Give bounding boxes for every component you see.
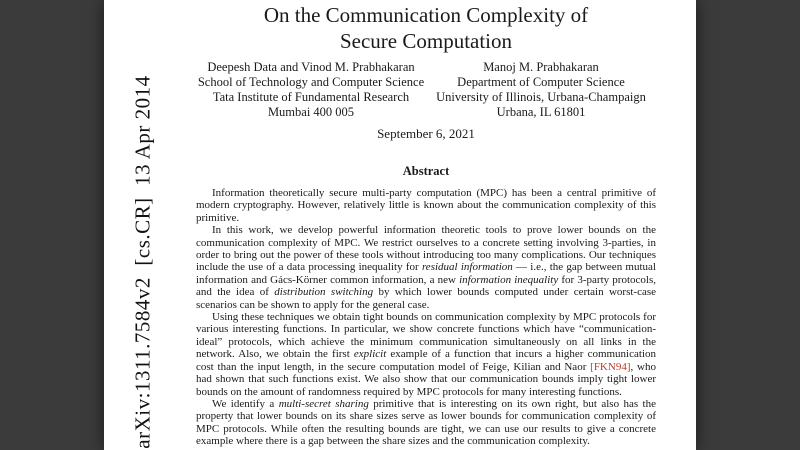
text-segment: for 3-party protocols, and the idea of: [196, 273, 656, 299]
paper-title: [196, 2, 656, 54]
abstract-paragraph-2: [196, 224, 656, 311]
author-affiliation-line: University of Illinois, Urbana-Champaign: [436, 90, 646, 104]
text-segment: information inequality: [459, 273, 559, 286]
paper-content: [196, 0, 656, 448]
paper-page: [104, 0, 696, 450]
text-segment: primitive that is interesting on its own right, but also has the property that lower bounds on its share sizes serve as lower bounds for communication complexity of MPC protocols. While often the resulting bounds are tight, we can use our results to give a concrete example where there is a gap between the share sizes and the communication complexity.: [196, 397, 656, 448]
text-segment: In this work, we develop powerful information theoretic tools to prove lower bounds on the communication complexity of MPC. We restrict ourselves to a concrete setting involving 3-parties, in order to bring out the power of these tools without introducing too many complications. Our techniques include the use of a data processing inequality for: [196, 224, 656, 274]
author-names: Deepesh Data and Vinod M. Prabhakaran: [207, 60, 415, 74]
text-segment: multi-secret sharing: [278, 397, 369, 410]
abstract-section: [196, 164, 656, 448]
text-segment: Information theoretically secure multi-party computation (MPC) has been a central primitive of modern cryptography. However, relatively little is known about the communication complexity of this primitive.: [196, 187, 656, 224]
paper-date: September 6, 2021: [377, 126, 475, 141]
author-affiliation-line: Urbana, IL 61801: [496, 105, 586, 119]
text-segment: Using these techniques we obtain tight bounds on communication complexity by MPC protocols for various interesting functions. In particular, we show concrete functions which have “communication-ideal” protocols, which achieve the minimum communication simultaneously on all links in the network. Also, we obtain the first: [196, 311, 656, 361]
author-affiliation-line: School of Technology and Computer Science: [197, 75, 425, 89]
text-segment: example of a function that incurs a higher communication cost than the input length, in the secure computation model of Feige, Kilian and Naor: [196, 348, 656, 373]
author-affiliation-line: Department of Computer Science: [457, 75, 625, 89]
author-block-right: [426, 60, 656, 120]
abstract-paragraph-3: [196, 311, 656, 398]
arxiv-watermark: arXiv:1311.7584v2 [cs.CR] 13 Apr 2014: [130, 75, 155, 449]
text-segment: residual information: [421, 261, 513, 274]
author-affiliation-line: Tata Institute of Fundamental Research: [212, 90, 410, 104]
paper-title-line-1: On the Communication Complexity of: [263, 3, 589, 27]
text-segment: by which lower bounds computed under certain worst-case scenarios can be shown to apply for the general case.: [196, 286, 656, 311]
text-segment: explicit: [353, 348, 387, 361]
abstract-paragraph-1: [196, 187, 656, 224]
author-blocks: [196, 60, 656, 120]
abstract-paragraph-4: [196, 398, 656, 448]
text-segment: distribution switching: [274, 286, 374, 299]
paper-title-line-2: Secure Computation: [339, 29, 513, 53]
abstract-heading: Abstract: [402, 164, 450, 178]
text-segment: We identify a: [212, 397, 279, 410]
author-affiliation-line: Mumbai 400 005: [267, 105, 355, 119]
text-segment: — i.e., the gap between mutual information and Gács-Körner common information, a new: [196, 261, 656, 286]
text-segment: , who had shown that such functions exist. We also show that our communication bounds imply tight lower bounds on the amount of randomness required by MPC protocols for many interesting functions.: [196, 360, 656, 398]
author-block-left: [196, 60, 426, 120]
citation-link[interactable]: [FKN94]: [590, 360, 631, 373]
author-names: Manoj M. Prabhakaran: [483, 60, 599, 74]
